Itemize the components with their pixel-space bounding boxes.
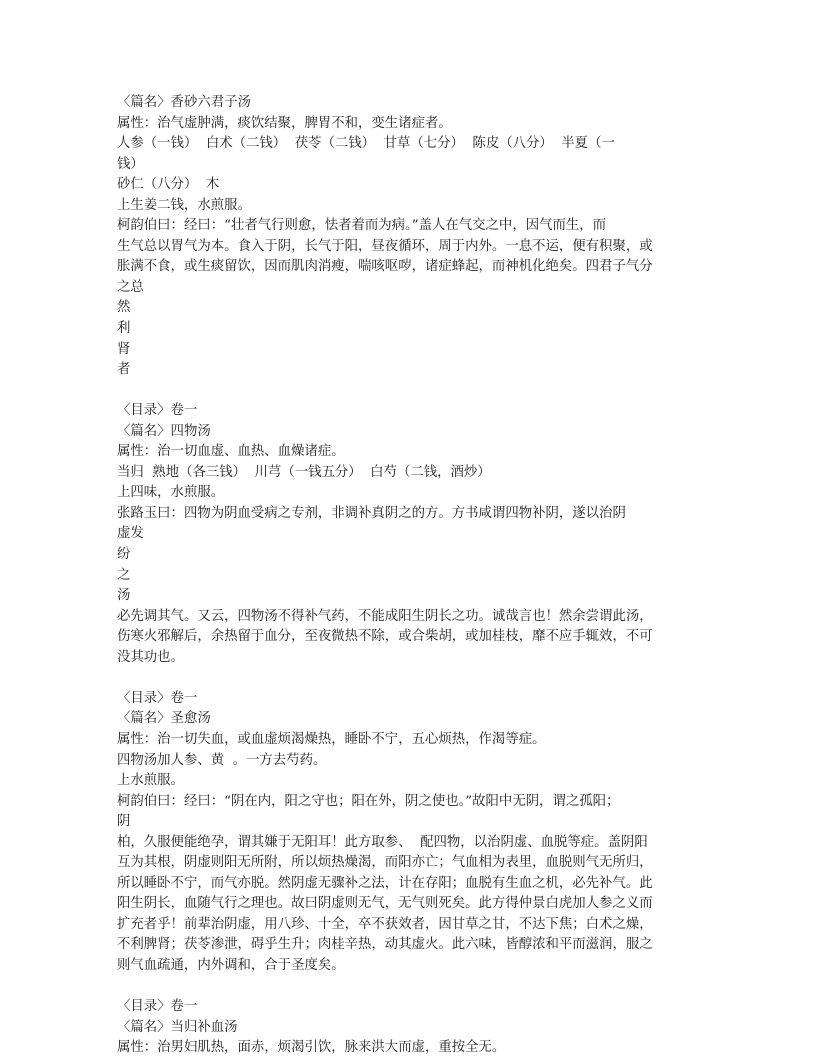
text-line: 必先调其气。又云，四物汤不得补气药，不能成阳生阴长之功。诚哉言也！然余尝谓此汤， [117,608,653,624]
text-line: 柯韵伯曰：经曰：“壮者气行则愈，怯者着而为病。”盖人在气交之中，因气而生，而 [117,218,607,234]
text-line: 上生姜二钱，水煎服。 [117,197,251,213]
text-line: 柯韵伯曰：经曰：“阴在内，阳之守也；阳在外，阴之使也。”故阳中无阴，谓之孤阳； [117,793,620,809]
document-section [117,401,717,668]
text-line: 之总 [117,279,144,295]
text-line: 属性：治一切失血，或血虚烦渴燥热，睡卧不宁，五心烦热，作渴等症。 [117,731,546,747]
text-line: 互为其根，阴虚则阳无所附，所以烦热燥渴，而阳亦亡；气血相为表里，血脱则气无所归， [117,855,653,871]
text-line: 砂仁（八分） 木 [117,177,220,193]
text-line: 则气血疏通，内外调和，合于圣度矣。 [117,957,345,973]
text-line: 上水煎服。 [117,773,184,789]
text-line: 纷 [117,547,131,563]
text-line: 阴 [117,814,131,830]
text-line: 四物汤加人参、黄 。一方去芍药。 [117,752,327,768]
document-section [117,689,717,977]
text-line: 所以睡卧不宁，而气亦脱。然阴虚无骤补之法，计在存阳；血脱有生血之机，必先补气。此 [117,875,653,891]
text-line: 虚发 [117,526,144,542]
section-spacer [117,977,717,998]
text-line: 没其功也。 [117,649,184,665]
text-line: 〈目录〉卷一 [117,690,198,706]
text-line: 柏，久服便能绝孕，谓其嫌于无阳耳！此方取参、 配四物，以治阴虚、血脱等症。盖阴阳 [117,834,648,850]
text-line: 〈篇名〉圣愈汤 [117,711,211,727]
text-line: 利 [117,321,131,337]
text-line: 生气总以胃气为本。食入于阴，长气于阳，昼夜循环，周于内外。一息不运，便有积聚，或 [117,238,653,254]
section-spacer [117,381,717,402]
text-line: 属性：治气虚肿满，痰饮结聚，脾胃不和，变生诸症者。 [117,115,452,131]
text-line: 属性：治一切血虚、血热、血燥诸症。 [117,444,345,460]
document-section [117,93,717,381]
text-line: 胀满不食，或生痰留饮，因而肌肉消瘦，喘咳呕哕，诸症蜂起，而神机化绝矣。四君子气分 [117,259,653,275]
text-line: 〈篇名〉四物汤 [117,423,211,439]
text-line: 〈篇名〉当归补血汤 [117,1019,238,1035]
text-line: 当归 熟地（各三钱） 川芎（一钱五分） 白芍（二钱，酒炒） [117,464,491,480]
text-line: 者 [117,362,131,378]
text-line: 属性：治男妇肌热，面赤，烦渴引饮，脉来洪大而虚，重按全无。 [117,1040,506,1056]
document-section [117,997,717,1059]
text-line: 〈目录〉卷一 [117,999,198,1015]
text-line: 然 [117,300,131,316]
text-line: 上四味，水煎服。 [117,485,225,501]
text-line: 扩充者乎！前辈治阴虚，用八珍、十全，卒不获效者，因甘草之甘，不达下焦；白术之燥， [117,916,653,932]
text-line: 张路玉曰：四物为阴血受病之专剂，非调补真阴之的方。方书咸谓四物补阴，遂以治阴 [117,505,626,521]
text-line: 汤 [117,588,131,604]
text-line: 肾 [117,341,131,357]
text-line: 之 [117,567,131,583]
document-page [117,93,717,1059]
text-line: 钱） [117,156,144,172]
text-line: 人参（一钱） 白术（二钱） 茯苓（二钱） 甘草（七分） 陈皮（八分） 半夏（一 [117,136,615,152]
text-line: 不利脾肾；茯苓渗泄，碍乎生升；肉桂辛热，动其虚火。此六味，皆醇浓和平而滋润，服之 [117,937,653,953]
section-spacer [117,668,717,689]
text-line: 伤寒火邪解后，余热留于血分，至夜微热不除，或合柴胡，或加桂枝，靡不应手辄效，不可 [117,629,653,645]
text-line: 阳生阴长，血随气行之理也。故曰阴虚则无气，无气则死矣。此方得仲景白虎加人参之义而 [117,896,653,912]
text-line: 〈篇名〉香砂六君子汤 [117,95,251,110]
text-line: 〈目录〉卷一 [117,403,198,419]
